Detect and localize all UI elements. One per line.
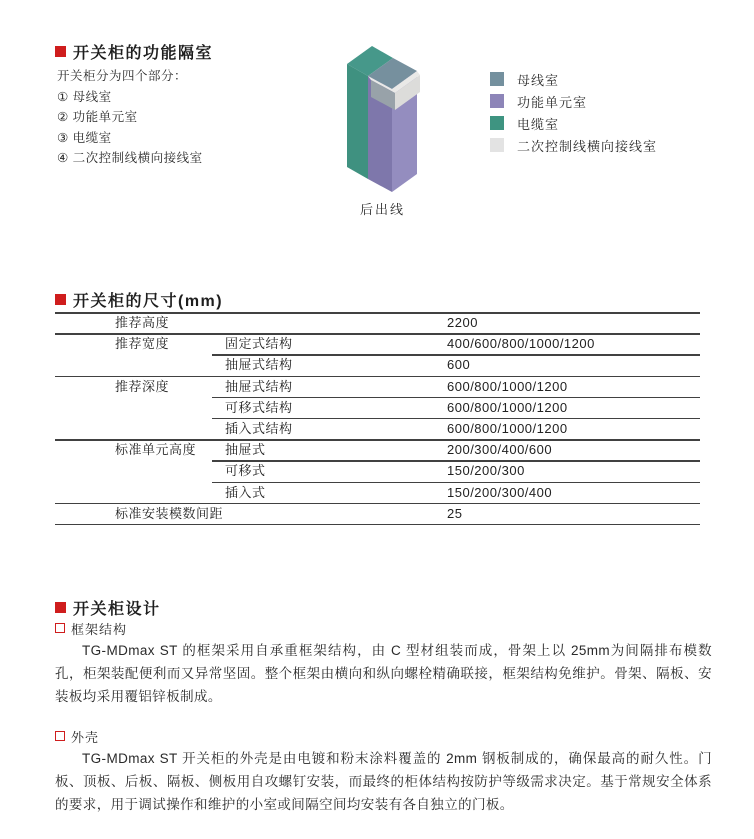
compartment-intro: 开关柜分为四个部分： <box>57 69 188 83</box>
legend-swatch-icon <box>490 94 504 108</box>
section-title-design <box>55 596 161 619</box>
design-subsection-title: 框架结构 <box>71 621 128 637</box>
section-title-text: 开关柜设计 <box>73 601 161 618</box>
table-row <box>55 397 700 418</box>
legend-label: 母线室 <box>517 72 560 88</box>
table-row <box>55 376 700 397</box>
red-square-bullet-icon <box>55 294 66 305</box>
cabinet-caption: 后出线 <box>359 202 405 217</box>
red-square-bullet-icon <box>55 602 66 613</box>
table-row <box>55 354 700 375</box>
legend-row <box>490 116 657 130</box>
compartment-list-item: ② 功能单元室 <box>57 110 138 124</box>
legend-row <box>490 138 657 152</box>
design-subsection-heading <box>55 728 712 744</box>
legend-label: 功能单元室 <box>517 94 588 110</box>
table-cell-category: 标准单元高度 <box>115 442 197 458</box>
table-cell-value: 150/200/300/400 <box>447 484 553 500</box>
dimensions-table-body <box>55 312 700 524</box>
table-cell-subtype: 插入式 <box>225 484 266 500</box>
table-bottom-border <box>55 524 700 526</box>
legend-label: 二次控制线横向接线室 <box>517 138 658 154</box>
cabinet-cable-room-side-face <box>347 64 368 179</box>
section-title-text: 开关柜的尺寸(mm) <box>73 293 224 310</box>
cabinet-isometric-drawing <box>335 40 430 198</box>
table-cell-subtype: 抽屉式结构 <box>225 378 293 394</box>
design-sections <box>55 620 712 836</box>
table-row <box>55 312 700 333</box>
legend-swatch-icon <box>490 72 504 86</box>
section-title-dimensions <box>55 288 223 311</box>
table-cell-subtype: 可移式结构 <box>225 399 293 415</box>
legend-row <box>490 72 657 86</box>
legend-row <box>490 94 657 108</box>
table-row <box>55 333 700 354</box>
compartment-description <box>57 66 203 169</box>
table-row <box>55 482 700 503</box>
legend-label: 电缆室 <box>517 116 560 132</box>
legend-swatch-icon <box>490 138 504 152</box>
table-cell-value: 200/300/400/600 <box>447 442 553 458</box>
table-cell-category: 推荐高度 <box>115 315 170 330</box>
table-row <box>55 418 700 439</box>
table-cell-category: 推荐深度 <box>115 378 170 394</box>
table-cell-category: 标准安装模数间距 <box>115 505 224 521</box>
table-cell-value: 600/800/1000/1200 <box>447 420 568 436</box>
table-cell-category: 推荐宽度 <box>115 336 170 352</box>
design-subsection-body: TG-MDmax ST 开关柜的外壳是由电镀和粉末涂料覆盖的 2mm 钢板制成的，确保最高的耐久性。门板、顶板、后板、隔板、侧板用自攻螺钉安装，而最终的柜体结构按防护等级需求决定。基于常规安全体系的要求，用于调试操作和维护的小室或间隔空间均安装有各自独立的门板。 <box>55 751 712 812</box>
compartment-list <box>57 87 203 169</box>
table-cell-value: 600/800/1000/1200 <box>447 399 568 415</box>
table-cell-subtype: 插入式结构 <box>225 420 293 436</box>
table-cell-value: 600/800/1000/1200 <box>447 378 568 394</box>
table-cell-value: 600 <box>447 357 471 373</box>
dimensions-table <box>55 312 700 524</box>
table-cell-value: 400/600/800/1000/1200 <box>447 336 595 352</box>
table-cell-subtype: 抽屉式 <box>225 442 266 458</box>
compartment-list-item: ④ 二次控制线横向接线室 <box>57 151 203 165</box>
legend <box>490 72 657 160</box>
table-row <box>55 460 700 481</box>
design-subsection-heading <box>55 620 712 636</box>
red-square-bullet-icon <box>55 46 66 57</box>
table-cell-subtype: 抽屉式结构 <box>225 357 293 373</box>
compartment-list-item: ① 母线室 <box>57 89 112 104</box>
table-row <box>55 439 700 460</box>
table-cell-subtype: 可移式 <box>225 463 266 479</box>
design-subsection-title: 外壳 <box>71 729 100 745</box>
hollow-square-bullet-icon <box>55 623 65 633</box>
hollow-square-bullet-icon <box>55 731 65 741</box>
compartment-list-item: ③ 电缆室 <box>57 130 112 145</box>
table-row <box>55 503 700 524</box>
legend-swatch-icon <box>490 116 504 130</box>
table-cell-value: 150/200/300 <box>447 463 525 479</box>
table-cell-subtype: 固定式结构 <box>225 336 293 352</box>
table-cell-value: 2200 <box>447 315 478 330</box>
section-title-compartments <box>55 40 213 63</box>
design-subsection-body: TG-MDmax ST 的框架采用自承重框架结构，由 C 型材组装而成，骨架上以 25mm为间隔排布模数孔，柜架装配便利而又异常坚固。整个框架由横向和纵向螺栓精确联接，框架结构免维护。骨架、隔板、安装板均采用覆铝锌板制成。 <box>55 643 712 704</box>
table-cell-value: 25 <box>447 505 463 521</box>
section-title-text: 开关柜的功能隔室 <box>73 45 214 62</box>
cabinet-illustration <box>335 40 430 198</box>
